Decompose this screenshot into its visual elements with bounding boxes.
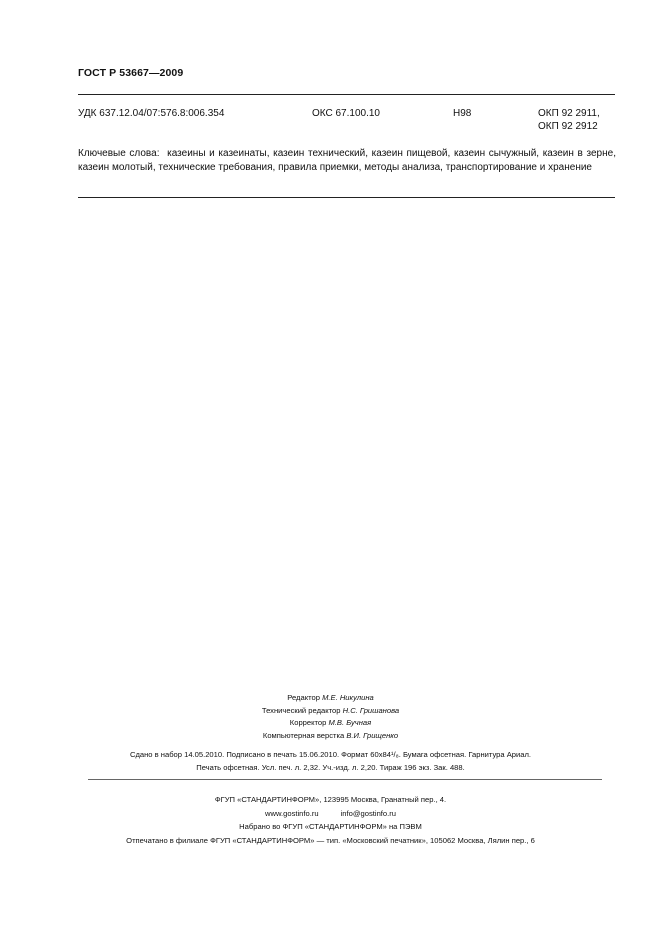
typeset-note: Набрано во ФГУП «СТАНДАРТИНФОРМ» на ПЭВМ <box>239 822 422 831</box>
publisher-address: ФГУП «СТАНДАРТИНФОРМ», 123995 Москва, Гранатный пер., 4. <box>214 795 447 804</box>
keywords-text: казеины и казеинаты, казеин технический, казеин пищевой, казеин сычужный, казеин в зерне, казеин молотый, технические требования, правила приемки, методы анализа, транспортирование и хранение <box>78 148 616 173</box>
okp-codes <box>538 107 600 133</box>
credit-tech-editor <box>0 705 661 718</box>
credit-corrector <box>0 717 661 730</box>
okp-code-1: ОКП 92 2911, <box>538 108 600 119</box>
publisher-email: info@gostinfo.ru <box>340 808 397 818</box>
credit-layout-name: В.И. Грищенко <box>346 730 399 740</box>
credits-block <box>0 692 661 742</box>
publisher-website: www.gostinfo.ru <box>264 808 319 818</box>
credit-tech-editor-label: Технический редактор <box>261 705 341 715</box>
keywords-block <box>78 147 616 174</box>
imprint-divider <box>88 779 602 780</box>
udk-code: УДК 637.12.04/07:576.8:006.354 <box>78 108 225 119</box>
keywords-divider <box>78 197 615 198</box>
print-info-line-2: Печать офсетная. Усл. печ. л. 2,32. Уч.-изд. л. 2,20. Тираж 196 экз. Зак. 488. <box>196 763 465 772</box>
credit-corrector-name: М.В. Бучная <box>328 718 372 727</box>
credit-editor-label: Редактор <box>287 693 320 702</box>
credit-corrector-label: Корректор <box>289 718 327 727</box>
credit-editor-name: М.Е. Никулина <box>322 693 374 702</box>
classification-code: Н98 <box>453 108 472 119</box>
standard-number: ГОСТ Р 53667—2009 <box>78 67 184 79</box>
printed-note: Отпечатано в филиале ФГУП «СТАНДАРТИНФОРМ» — тип. «Московский печатник», 105062 Москва, Лялин пер., 6 <box>126 835 535 845</box>
oks-code: ОКС 67.100.10 <box>312 108 380 119</box>
credit-editor <box>0 692 661 705</box>
credit-layout-label: Компьютерная верстка <box>262 730 345 740</box>
print-info-block <box>0 748 661 774</box>
credit-layout <box>0 730 661 743</box>
credit-tech-editor-name: Н.С. Гришанова <box>342 705 400 715</box>
okp-code-2: ОКП 92 2912 <box>538 121 598 132</box>
publisher-contacts <box>0 807 661 821</box>
header-divider <box>78 94 615 95</box>
publisher-block <box>0 793 661 847</box>
keywords-label: Ключевые слова: <box>78 148 160 159</box>
print-info-line-1: Сдано в набор 14.05.2010. Подписано в печать 15.06.2010. Формат 60х84¹/₈. Бумага офсетная. Гарнитура Ариал. <box>129 750 532 759</box>
